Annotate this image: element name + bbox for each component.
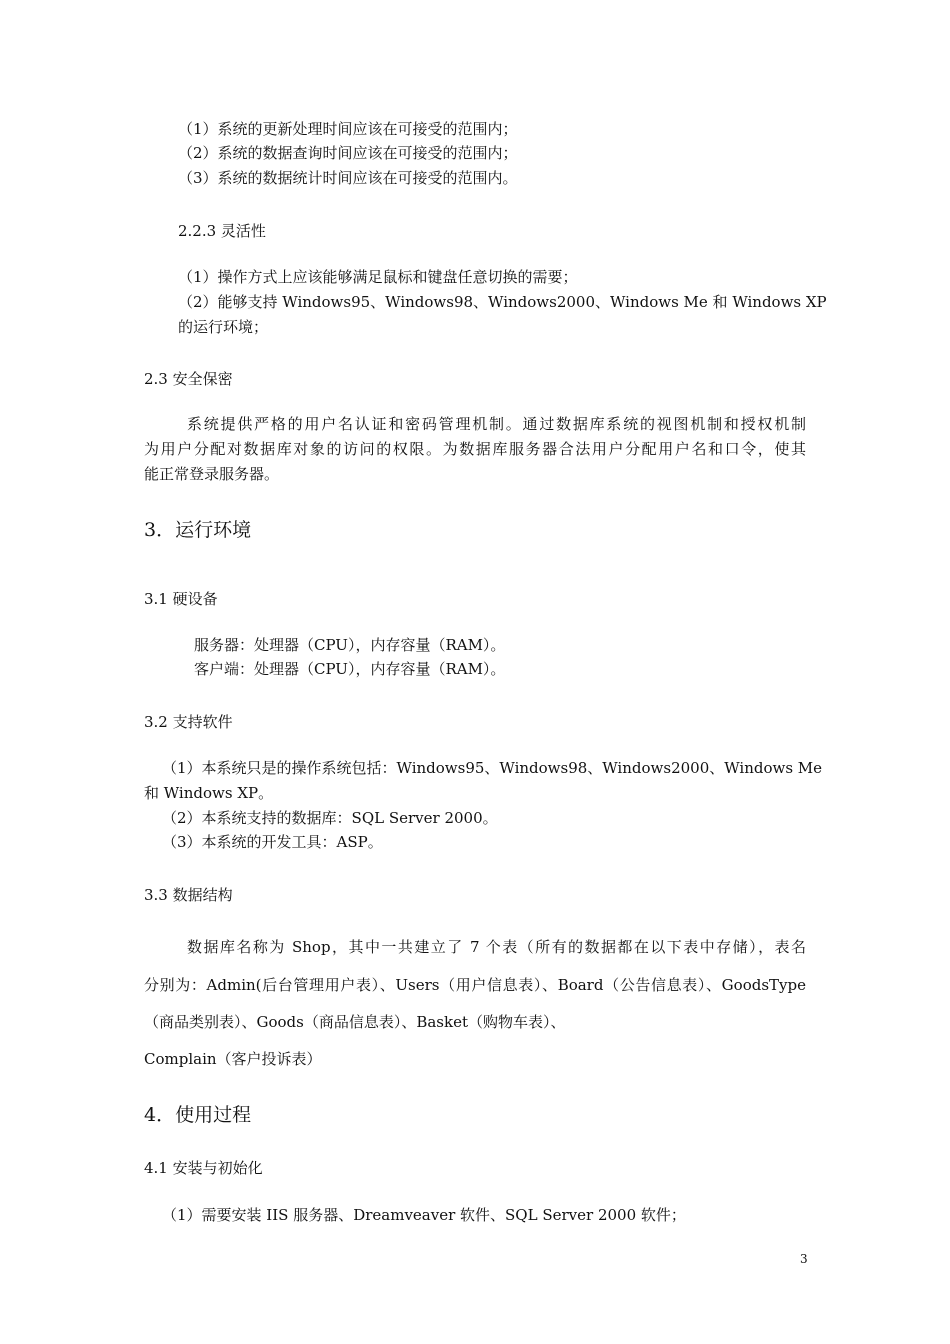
heading-2-3: 2.3 安全保密: [144, 370, 233, 388]
hardware-server: 服务器：处理器（CPU），内存容量（RAM）。: [194, 636, 506, 654]
flex-item-2-line-1: （2）能够支持 Windows95、Windows98、Windows2000、Windows Me 和 Windows XP: [178, 293, 827, 311]
hardware-client: 客户端：处理器（CPU），内存容量（RAM）。: [194, 660, 506, 678]
software-item-3: （3）本系统的开发工具：ASP。: [162, 833, 383, 851]
data-structure-line-4: Complain（客户投诉表）: [144, 1050, 322, 1068]
perf-item-3: （3）系统的数据统计时间应该在可接受的范围内。: [178, 169, 518, 187]
data-structure-line-3: （商品类别表）、Goods（商品信息表）、Basket（购物车表）、: [144, 1013, 566, 1031]
security-para-line-1: 系统提供严格的用户名认证和密码管理机制。通过数据库系统的视图机制和授权机制: [187, 415, 806, 433]
security-para-line-2: 为用户分配对数据库对象的访问的权限。为数据库服务器合法用户分配用户名和口令，使其: [144, 440, 806, 458]
heading-2-2-3: 2.2.3 灵活性: [178, 222, 266, 240]
install-item-1: （1）需要安装 IIS 服务器、Dreamveaver 软件、SQL Server 2000 软件；: [162, 1206, 686, 1224]
data-structure-line-2: 分别为：Admin(后台管理用户表）、Users（用户信息表）、Board（公告信息表）、GoodsType: [144, 976, 806, 994]
heading-4: 4．使用过程: [144, 1104, 252, 1126]
heading-3-2: 3.2 支持软件: [144, 713, 233, 731]
flex-item-1: （1）操作方式上应该能够满足鼠标和键盘任意切换的需要；: [178, 268, 578, 286]
data-structure-line-1: 数据库名称为 Shop，其中一共建立了 7 个表（所有的数据都在以下表中存储），表名: [187, 938, 806, 956]
heading-3-1: 3.1 硬设备: [144, 590, 218, 608]
heading-3: 3．运行环境: [144, 519, 252, 541]
heading-4-1: 4.1 安装与初始化: [144, 1159, 263, 1177]
software-item-2: （2）本系统支持的数据库：SQL Server 2000。: [162, 809, 498, 827]
perf-item-1: （1）系统的更新处理时间应该在可接受的范围内；: [178, 120, 518, 138]
page-number: 3: [800, 1252, 808, 1266]
heading-3-3: 3.3 数据结构: [144, 886, 233, 904]
security-para-line-3: 能正常登录服务器。: [144, 465, 280, 483]
software-item-1-line-2: 和 Windows XP。: [144, 784, 274, 802]
perf-item-2: （2）系统的数据查询时间应该在可接受的范围内；: [178, 144, 518, 162]
software-item-1-line-1: （1）本系统只是的操作系统包括：Windows95、Windows98、Windows2000、Windows Me: [162, 759, 823, 777]
flex-item-2-line-2: 的运行环境；: [178, 318, 269, 336]
